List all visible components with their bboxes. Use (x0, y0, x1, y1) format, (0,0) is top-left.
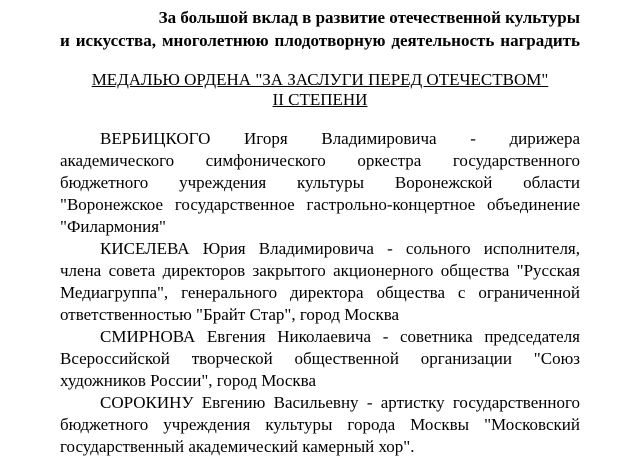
recipient-entry (60, 128, 580, 238)
entry-line: СОРОКИНУ Евгению Васильевну - артистку государственного (100, 393, 580, 412)
entry-line: ответственностью "Брайт Стар", город Москва (60, 305, 400, 324)
entry-line: художников России", город Москва (60, 371, 317, 390)
entry-line: бюджетного учреждения культуры города Москвы "Московский (60, 415, 580, 434)
entry-line: КИСЕЛЕВА Юрия Владимировича - сольного исполнителя, (100, 239, 580, 258)
award-title-line: МЕДАЛЬЮ ОРДЕНА "ЗА ЗАСЛУГИ ПЕРЕД ОТЕЧЕСТВОМ" (91, 70, 549, 89)
entry-line: бюджетного учреждения культуры Воронежской области (60, 173, 580, 192)
intro-paragraph (60, 6, 580, 52)
entry-line: "Воронежское государственное гастрольно-концертное объединение (60, 195, 580, 214)
entry-line: "Филармония" (60, 217, 166, 236)
award-title (60, 70, 580, 110)
entry-line: СМИРНОВА Евгения Николаевича - советника председателя (100, 327, 580, 346)
entry-line: Медиагруппа", генерального директора общества с ограниченной (60, 283, 580, 302)
entry-line: академического симфонического оркестра государственного (60, 151, 580, 170)
recipient-entry (60, 392, 580, 458)
entry-line: Всероссийской творческой общественной организации "Союз (60, 349, 580, 368)
entry-line: государственный академический камерный хор". (60, 437, 415, 456)
recipients-list (60, 128, 580, 458)
intro-line: и искусства, многолетнюю плодотворную деятельность наградить (60, 31, 580, 50)
recipient-entry (60, 238, 580, 326)
entry-line: члена совета директоров закрытого акционерного общества "Русская (60, 261, 580, 280)
intro-line: За большой вклад в развитие отечественной культуры (158, 8, 580, 27)
award-degree-line: II СТЕПЕНИ (272, 90, 368, 109)
recipient-entry (60, 326, 580, 392)
entry-line: ВЕРБИЦКОГО Игоря Владимировича - дирижера (100, 129, 580, 148)
